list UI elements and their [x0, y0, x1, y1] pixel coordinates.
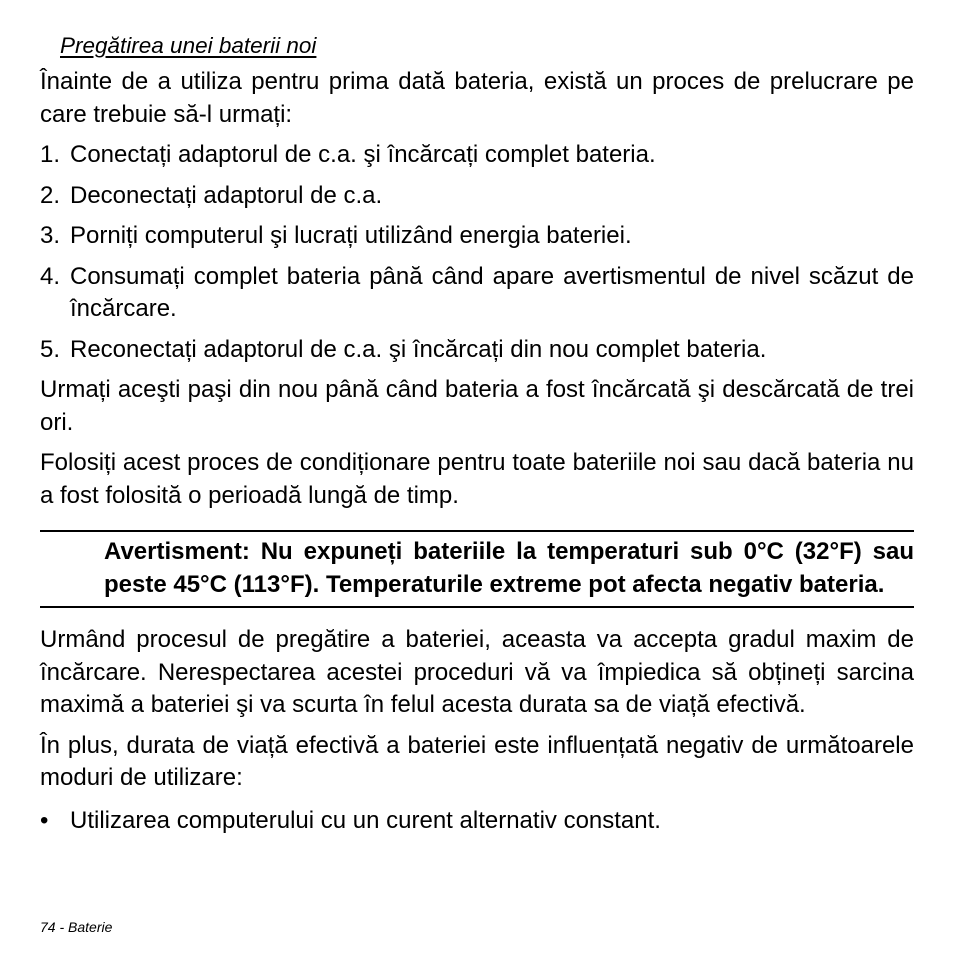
step-number: 5.: [40, 335, 61, 363]
step-number: 4.: [40, 262, 61, 290]
list-item: [40, 139, 914, 172]
list-item: [40, 180, 914, 213]
step-text: Conectați adaptorul de c.a. şi încărcați complet bateria.: [70, 141, 656, 168]
usage-intro-paragraph: În plus, durata de viață efectivă a bateriei este influențată negativ de următoarele moduri de utilizare:: [40, 731, 914, 791]
intro-paragraph: Înainte de a utiliza pentru prima dată bateria, există un proces de prelucrare pe care trebuie să-l urmați:: [40, 68, 914, 128]
step-number: 2.: [40, 181, 61, 209]
step-text: Deconectați adaptorul de c.a.: [70, 181, 383, 209]
list-item: [40, 805, 914, 838]
step-text: Reconectați adaptorul de c.a. şi încărcați din nou complet bateria.: [70, 335, 767, 363]
bullet-symbol: •: [40, 806, 49, 834]
list-item: [40, 334, 914, 367]
warning-box: [40, 530, 914, 608]
warning-text: Avertisment: Nu expuneți bateriile la temperaturi sub 0°C (32°F) sau peste 45°C (113°F). Temperaturile extreme pot afecta negativ bateria.: [104, 538, 914, 598]
step-number: 1.: [40, 141, 61, 168]
step-text: Consumați complet bateria până când apare avertismentul de nivel scăzut de încărcare.: [70, 262, 914, 322]
list-item: [40, 220, 914, 253]
step-number: 3.: [40, 222, 61, 249]
usage-list: [40, 805, 914, 838]
conditioning-paragraph: Folosiți acest proces de condiționare pentru toate bateriile noi sau dacă bateria nu a fost folosită o perioadă lungă de timp.: [40, 449, 914, 509]
document-page: [40, 30, 914, 837]
steps-list: [40, 139, 914, 366]
page-footer: 74 - Baterie: [40, 919, 113, 935]
repeat-paragraph: Urmați aceşti paşi din nou până când bateria a fost încărcată şi descărcată de trei ori.: [40, 376, 914, 436]
step-text: Porniți computerul şi lucrați utilizând energia bateriei.: [70, 222, 632, 249]
result-paragraph: Urmând procesul de pregătire a bateriei, aceasta va accepta gradul maxim de încărcare. Nerespectarea acestei proceduri vă va împiedica să obțineți sarcina maximă a bateriei şi va scurta în felul acesta durata sa de viață efectivă.: [40, 626, 914, 718]
bullet-text: Utilizarea computerului cu un curent alternativ constant.: [70, 806, 661, 834]
list-item: [40, 261, 914, 326]
section-title: Pregătirea unei baterii noi: [60, 33, 317, 58]
